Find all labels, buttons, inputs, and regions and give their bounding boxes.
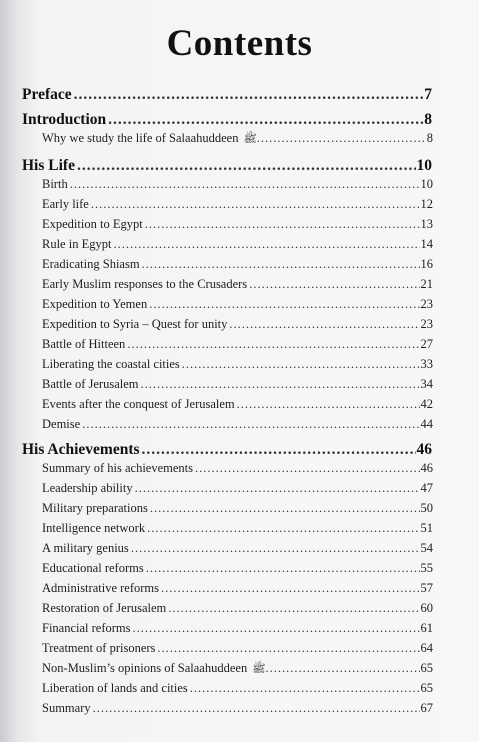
toc-entry-label: Non-Muslim’s opinions of Salaahuddeen: [42, 661, 248, 675]
toc-entry: [42, 581, 433, 596]
dot-leader: [142, 441, 416, 459]
toc-entry-label: Military preparations: [42, 501, 148, 515]
dot-leader: [77, 157, 416, 175]
toc-page-number: 64: [420, 641, 433, 655]
toc-page-number: 67: [420, 701, 433, 715]
toc-page-number: 21: [420, 277, 433, 291]
dot-leader: [141, 377, 420, 392]
dot-leader: [195, 461, 419, 476]
toc-page-number: 60: [420, 601, 433, 615]
toc-entry: [42, 417, 433, 432]
dot-leader: [135, 481, 420, 496]
dot-leader: [74, 86, 424, 104]
toc-entry: [42, 177, 433, 192]
dot-leader: [257, 131, 426, 146]
dot-leader: [93, 701, 420, 716]
toc-section-entry: [22, 111, 432, 129]
dot-leader: [168, 601, 419, 616]
toc-page-number: 23: [420, 297, 433, 311]
dot-leader: [229, 317, 419, 332]
toc-entry-label: His Achievements: [22, 441, 140, 458]
toc-entry: [42, 461, 433, 476]
toc-entry: [42, 357, 433, 372]
toc-entry: [42, 277, 433, 292]
dot-leader: [157, 641, 419, 656]
toc-page-number: 27: [420, 337, 433, 351]
toc-page-number: 42: [420, 397, 433, 411]
toc-entry-label: Battle of Jerusalem: [42, 377, 139, 391]
toc-entry: [42, 521, 433, 536]
toc-entry-label: Intelligence network: [42, 521, 146, 535]
toc-entry: [42, 701, 433, 716]
toc-entry: [42, 297, 433, 312]
toc-page-number: 13: [420, 217, 433, 231]
toc-entry-label: Expedition to Egypt: [42, 217, 143, 231]
toc-entry: [42, 217, 433, 232]
toc-page-number: 51: [420, 521, 433, 535]
toc-entry: [42, 601, 433, 616]
toc-page-number: 54: [420, 541, 433, 555]
honorific-seal-icon: ﷺ: [243, 133, 257, 145]
toc-entry: [42, 541, 433, 556]
toc-entry-label: Summary of his achievements: [42, 461, 194, 475]
toc-page-number: 55: [420, 561, 433, 575]
toc-entry-label: Demise: [42, 417, 81, 431]
toc-page-number: 44: [420, 417, 433, 431]
dot-leader: [249, 277, 419, 292]
toc-section-entry: [22, 157, 432, 175]
toc-page-number: 33: [420, 357, 433, 371]
toc-page-number: 47: [420, 481, 433, 495]
dot-leader: [266, 661, 420, 676]
toc-page-number: 65: [420, 681, 433, 695]
toc-entry-label: Introduction: [22, 111, 107, 128]
dot-leader: [145, 217, 420, 232]
toc-entry-label: Treatment of prisoners: [42, 641, 156, 655]
toc-entry-label: Eradicating Shiasm: [42, 257, 140, 271]
toc-page-number: 61: [420, 621, 433, 635]
toc-entry-label: Early Muslim responses to the Crusaders: [42, 277, 248, 291]
toc-entry-label: Summary: [42, 701, 91, 715]
dot-leader: [82, 417, 419, 432]
dot-leader: [161, 581, 420, 596]
toc-entry: [42, 561, 433, 576]
toc-entry: [42, 641, 433, 656]
toc-entry: [42, 501, 433, 516]
toc-page-number: 8: [424, 111, 432, 128]
toc-entry: [42, 377, 433, 392]
toc-entry: [42, 317, 433, 332]
dot-leader: [150, 501, 420, 516]
toc-entry-label: Educational reforms: [42, 561, 144, 575]
toc-page-number: 12: [420, 197, 433, 211]
toc-entry-label: His Life: [22, 157, 75, 174]
toc-page-number: 7: [424, 86, 432, 103]
toc-entry: [42, 397, 433, 412]
dot-leader: [131, 541, 420, 556]
toc-page-number: 14: [420, 237, 433, 251]
toc-entry-label: Why we study the life of Salaahuddeen: [42, 131, 239, 145]
toc-entry-label: Administrative reforms: [42, 581, 159, 595]
toc-entry-label: A military genius: [42, 541, 129, 555]
honorific-seal-icon: ﷺ: [252, 663, 266, 675]
toc-entry-label: Financial reforms: [42, 621, 131, 635]
dot-leader: [182, 357, 420, 372]
toc-entry: [42, 237, 433, 252]
toc-page-number: 46: [420, 461, 433, 475]
dot-leader: [237, 397, 420, 412]
toc-entry-label: Leadership ability: [42, 481, 133, 495]
toc-page-number: 65: [420, 661, 433, 675]
toc-entry: [42, 681, 433, 696]
toc-entry-label: Rule in Egypt: [42, 237, 112, 251]
toc-entry: [42, 337, 433, 352]
dot-leader: [149, 297, 419, 312]
toc-entry: [42, 661, 433, 678]
toc-entry-label: Liberation of lands and cities: [42, 681, 188, 695]
toc-page-number: 8: [426, 131, 433, 145]
toc-page-number: 10: [420, 177, 433, 191]
toc-page-number: 16: [420, 257, 433, 271]
dot-leader: [91, 197, 420, 212]
dot-leader: [127, 337, 419, 352]
dot-leader: [70, 177, 420, 192]
dot-leader: [108, 111, 423, 129]
toc-page-number: 50: [420, 501, 433, 515]
toc-entry-label: Early life: [42, 197, 89, 211]
toc-entry-label: Battle of Hitteen: [42, 337, 126, 351]
toc-page-number: 10: [416, 157, 432, 174]
toc-section-entry: [22, 86, 432, 104]
toc-section-entry: [22, 441, 432, 459]
dot-leader: [133, 621, 420, 636]
page-title: Contents: [166, 23, 313, 64]
toc-entry: [42, 621, 433, 636]
toc-page-number: 23: [420, 317, 433, 331]
dot-leader: [190, 681, 420, 696]
toc-entry: [42, 131, 433, 148]
toc-page-number: 46: [416, 441, 432, 458]
toc-entry: [42, 481, 433, 496]
toc-entry: [42, 257, 433, 272]
toc-entry-label: Birth: [42, 177, 68, 191]
dot-leader: [113, 237, 419, 252]
dot-leader: [142, 257, 420, 272]
toc-entry-label: Expedition to Yemen: [42, 297, 148, 311]
dot-leader: [146, 561, 420, 576]
toc-entry-label: Restoration of Jerusalem: [42, 601, 167, 615]
toc-entry-label: Liberating the coastal cities: [42, 357, 180, 371]
toc-entry-label: Expedition to Syria – Quest for unity: [42, 317, 228, 331]
toc-entry-label: Events after the conquest of Jerusalem: [42, 397, 235, 411]
toc-page-number: 57: [420, 581, 433, 595]
toc-entry-label: Preface: [22, 86, 72, 103]
dot-leader: [147, 521, 419, 536]
toc-entry: [42, 197, 433, 212]
toc-page-number: 34: [420, 377, 433, 391]
